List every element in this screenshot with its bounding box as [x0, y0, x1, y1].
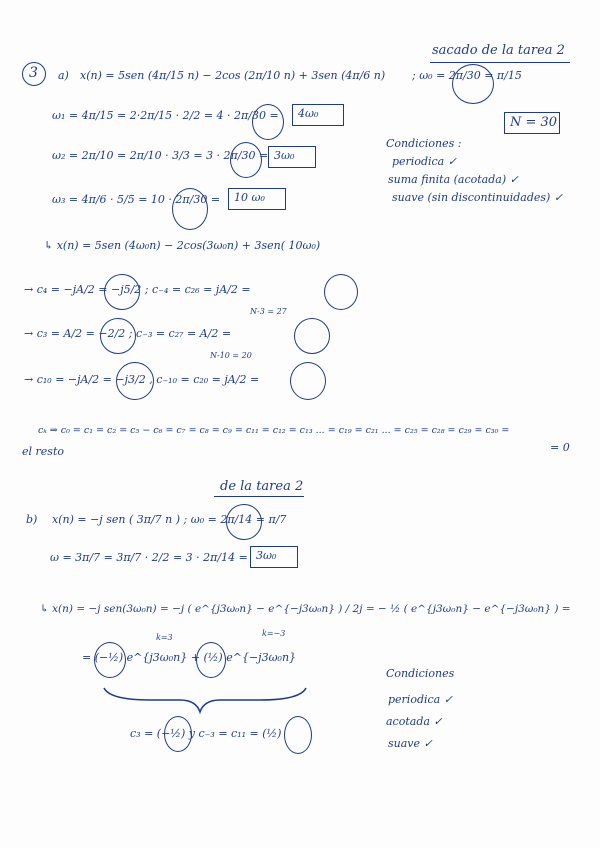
- cm3-b-circle: [284, 716, 312, 754]
- w1-result: 4ω₀: [298, 107, 319, 120]
- conditions-a-item: suave (sin discontinuidades) ✓: [392, 191, 564, 204]
- part-a-signal: x(n) = 5sen (4π/15 n) − 2cos (2π/10 n) + 3sen (4π/6 n): [80, 69, 386, 82]
- part-a-label: a): [58, 69, 69, 82]
- part-b-w-result: 3ω₀: [256, 549, 277, 562]
- w3-result: 10 ω₀: [234, 191, 265, 204]
- conditions-b-item: acotada ✓: [386, 715, 443, 728]
- conditions-b-item: suave ✓: [388, 737, 433, 750]
- rest-coefficients: cₖ ⇒ c₀ = c₁ = c₂ = c₅ − c₆ = c₇ = c₈ = c₉ = c₁₁ = c₁₂ = c₁₃ ... = c₁₉ = c₂₁ ... = c₂₅ = c₂₈ = c₂₉ = c₃₀ =: [38, 425, 510, 436]
- part-b-label: b): [26, 513, 38, 526]
- expand-note-km3: k=−3: [262, 629, 286, 638]
- problem-number: 3: [29, 65, 38, 81]
- expand-note-k3: k=3: [156, 633, 173, 642]
- part-b-coefficients: c₃ = (−½) y c₋₃ = c₁₁ = (½): [130, 727, 282, 740]
- conditions-a-item: suma finita (acotada) ✓: [388, 173, 519, 186]
- signal-rewrite: ↳ x(n) = 5sen (4ω₀n) − 2cos(3ω₀n) + 3sen( 10ω₀): [44, 239, 321, 252]
- c10-line: → c₁₀ = −jA/2 = −j3/2 , c₋₁₀ = c₂₀ = jA/2 =: [24, 373, 260, 386]
- rest-zero: = 0: [550, 441, 570, 454]
- part-a-w0-definition: ; ω₀ = 2π/30 = π/15: [412, 69, 522, 82]
- conditions-b-item: periodica ✓: [388, 693, 453, 706]
- source-note: sacado de la tarea 2: [432, 43, 565, 58]
- conditions-a-item: periodica ✓: [392, 155, 457, 168]
- c4-line: → c₄ = −jA/2 = −j5/2 ; c₋₄ = c₂₆ = jA/2 =: [24, 283, 251, 296]
- part-b-signal: x(n) = −j sen ( 3π/7 n ) ; ω₀ = 2π/14 = π/7: [52, 513, 287, 526]
- w1-line: ω₁ = 4π/15 = 2·2π/15 · 2/2 = 4 · 2π/30 =: [52, 109, 279, 122]
- c3-note: N-3 = 27: [250, 307, 287, 316]
- c3-line: → c₃ = A/2 = −2/2 ; c₋₃ = c₂₇ = A/2 =: [24, 327, 232, 340]
- c3-b-circle: [164, 716, 192, 752]
- part-b-euler: ↳ x(n) = −j sen(3ω₀n) = −j ( e^{j3ω₀n} − e^{−j3ω₀n} ) / 2j = − ½ ( e^{j3ω₀n} − e^{−j3ω₀n} ) =: [40, 603, 571, 615]
- c10-note: N-10 = 20: [210, 351, 252, 360]
- rest-label: el resto: [22, 445, 64, 458]
- part-b-w-line: ω = 3π/7 = 3π/7 · 2/2 = 3 · 2π/14 =: [50, 551, 248, 564]
- w3-line: ω₃ = 4π/6 · 5/5 = 10 · 2π/30 =: [52, 193, 221, 206]
- w2-result: 3ω₀: [274, 149, 295, 162]
- w2-line: ω₂ = 2π/10 = 2π/10 · 3/3 = 3 · 2π/30 =: [52, 149, 269, 162]
- part-b-source-note: de la tarea 2: [220, 479, 304, 494]
- period-n: N = 30: [510, 115, 558, 130]
- conditions-b-title: Condiciones: [386, 667, 455, 680]
- conditions-a-title: Condiciones :: [386, 137, 462, 150]
- part-b-expansion: = (−½) e^{j3ω₀n} + (½) e^{−j3ω₀n}: [82, 651, 297, 664]
